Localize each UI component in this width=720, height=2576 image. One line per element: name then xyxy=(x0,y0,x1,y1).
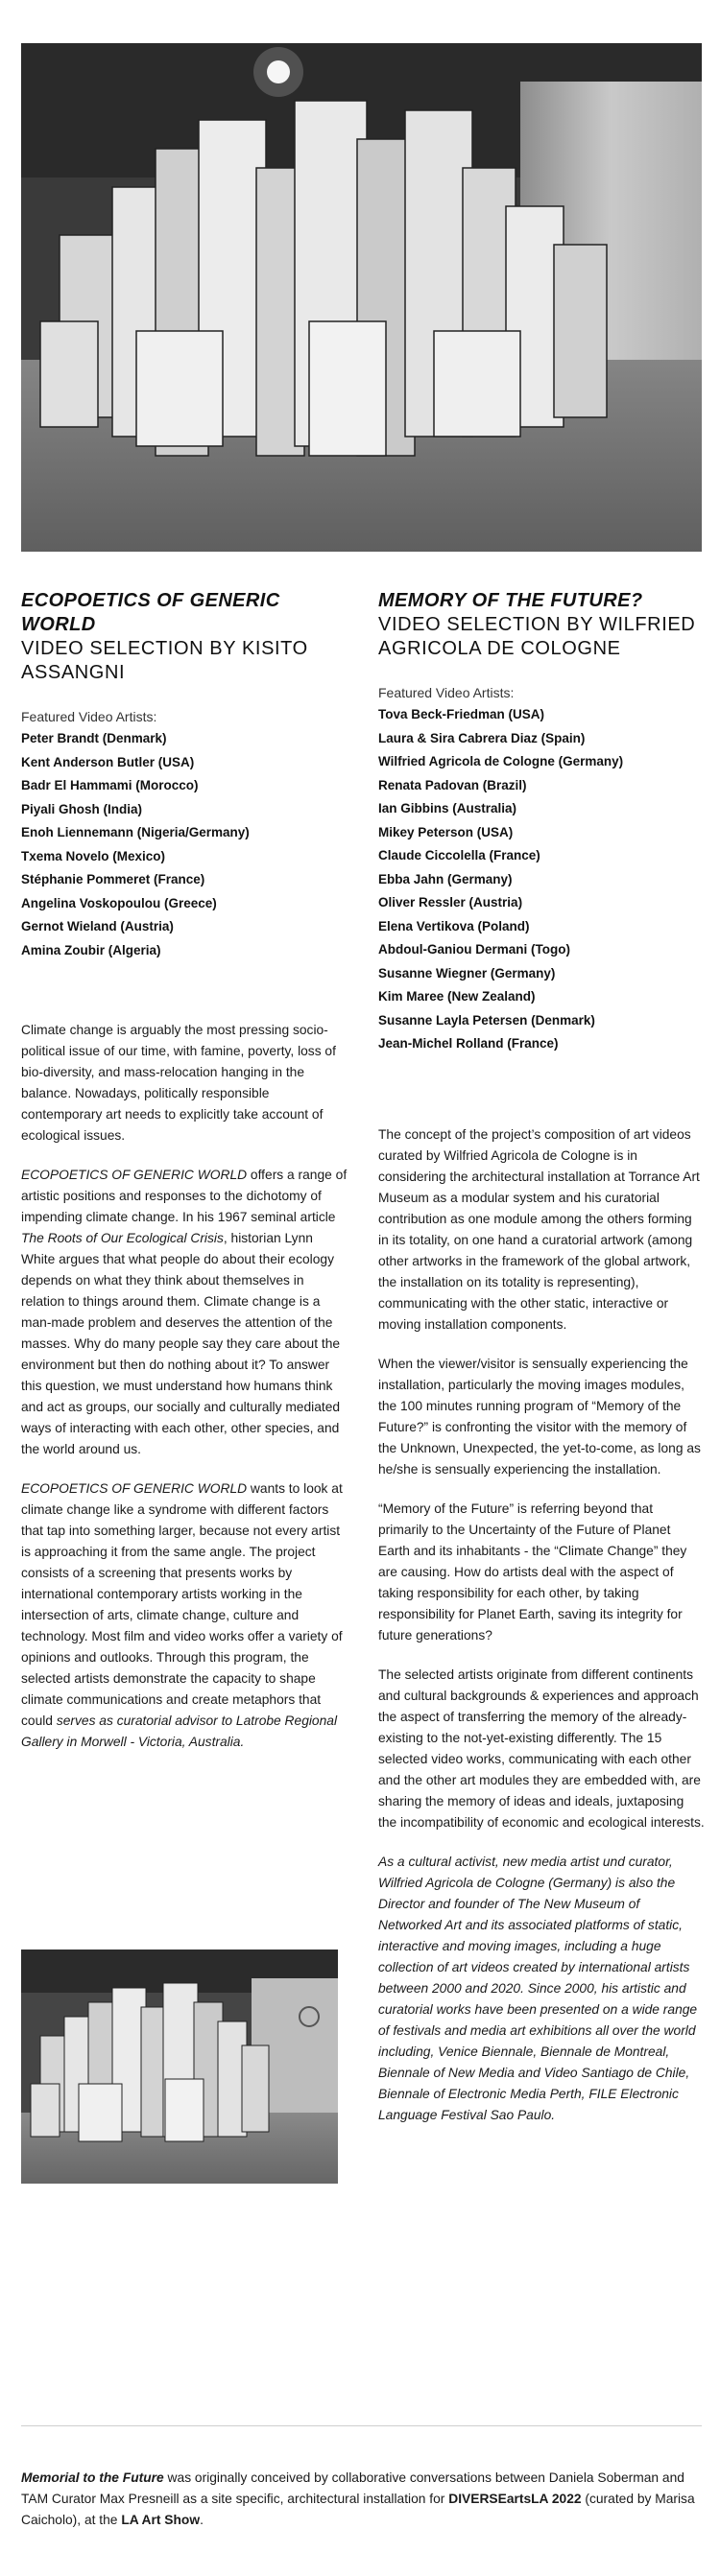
right-paragraph-5-bio: As a cultural activist, new media artist und curator, Wilfried Agricola de Cologne (Germany) is also the Director and founder of The New Museum of Networked Art and its associated platforms of static, interactive and moving images, including a huge collection of art videos created by international artists between 2000 and 2020. Since 2000, his artistic and curatorial works have been presented on a wide range of festivals and media art exhibitions all over the world including, Venice Biennale, Biennale de Montreal, Biennale of New Media and Video Santiago de Chile, Biennale of Electronic Media Perth, FILE Electronic Language Festival Sao Paulo. xyxy=(378,1855,698,2122)
artist-item: Jean-Michel Rolland (France) xyxy=(378,1036,559,1051)
credit-text-c: (curated by Marisa Caicholo), at the xyxy=(21,2492,695,2527)
artist-item: Claude Ciccolella (France) xyxy=(378,848,540,863)
artist-item: Amina Zoubir (Algeria) xyxy=(21,942,161,957)
left-section-title: ECOPOETICS OF GENERIC WORLD xyxy=(21,590,280,635)
installation-illustration xyxy=(21,43,702,552)
artist-item: Abdoul-Ganiou Dermani (Togo) xyxy=(378,942,570,957)
artist-item: Susanne Wiegner (Germany) xyxy=(378,965,556,981)
right-paragraph-1: The concept of the project’s composition of art videos curated by Wilfried Agricola de Cologne is in considering the architectural installation at Torrance Art Museum as a modular system and his curatorial contribution as one module among the others forming in its totality, on one hand a curatorial artwork (among other artworks in the framework of the global artwork, the installation on its totality is representing), communicating with the other static, interactive or moving installation components. xyxy=(378,1127,700,1332)
artist-item: Elena Vertikova (Poland) xyxy=(378,918,530,934)
artist-item: Enoh Liennemann (Nigeria/Germany) xyxy=(21,825,250,839)
artist-item: Susanne Layla Petersen (Denmark) xyxy=(378,1012,595,1028)
artist-item: Txema Novelo (Mexico) xyxy=(21,848,166,863)
left-p3-text-a: wants to look at climate change like a syndrome with different factors that tap into something larger, because not every artist is approaching it from the same angle. The project consists of a screening that presents works by international contemporary artists working in the intersection of arts, climate change, culture and technology. Most film and video works offer a variety of opinions and outlooks. Through this program, the selected artists demonstrate the capacity to shape climate communications and create metaphors that could xyxy=(21,1481,343,1728)
artist-item: Badr El Hammami (Morocco) xyxy=(21,778,199,792)
credit-project-name: Memorial to the Future xyxy=(21,2470,164,2485)
right-featured-label: Featured Video Artists: xyxy=(378,685,515,700)
right-paragraph-3: “Memory of the Future” is referring beyond that primarily to the Uncertainty of the Future of Planet Earth and its inhabitants - the “Climate Change” they are causing. How do artists deal with the aspect of taking responsibility for each other, by taking responsibility for Planet Earth, saving its integrity for future generations? xyxy=(378,1501,687,1642)
artist-item: Piyali Ghosh (India) xyxy=(21,801,143,816)
right-section-subtitle: VIDEO SELECTION BY WILFRIED AGRICOLA DE COLOGNE xyxy=(378,614,696,659)
credit-text-a: was originally conceived by collaborative conversations between Daniela Soberman and TAM Curator Max Presneill as a site specific, architectural installation for xyxy=(21,2470,684,2506)
artist-item: Angelina Voskopoulou (Greece) xyxy=(21,895,217,910)
left-p2-text-a: offers a range of artistic positions and responses to the dichotomy of impending climate change. In his 1967 seminal article xyxy=(21,1168,348,1224)
left-p3-em: ECOPOETICS OF GENERIC WORLD xyxy=(21,1481,248,1496)
right-body-text xyxy=(378,1124,705,2144)
artist-item: Gernot Wieland (Austria) xyxy=(21,919,174,934)
left-paragraph-2 xyxy=(21,1165,349,1460)
left-p3-em2: serves as curatorial advisor to Latrobe Regional Gallery in Morwell - Victoria, Australia. xyxy=(21,1713,338,1749)
right-section xyxy=(378,589,705,1056)
credit-event-name: DIVERSEartsLA 2022 xyxy=(448,2492,582,2506)
left-p2-em: ECOPOETICS OF GENERIC WORLD xyxy=(21,1168,248,1182)
credit-note xyxy=(21,2468,702,2531)
artist-item: Wilfried Agricola de Cologne (Germany) xyxy=(378,754,624,768)
left-section xyxy=(21,589,349,962)
right-paragraph-4: The selected artists originate from different continents and cultural backgrounds & experiences and approach the aspect of transferring the memory of the already-existing to the not-yet-existing differently. The 15 selected video works, communicating with each other and the other art modules they are embedded with, are sharing the memory of ideas and ideals, juxtaposing the incompatibility of economic and ecological interests. xyxy=(378,1667,705,1830)
right-artist-list xyxy=(378,703,705,1056)
left-paragraph-3 xyxy=(21,1478,349,1753)
artist-item: Oliver Ressler (Austria) xyxy=(378,895,523,910)
artist-item: Stéphanie Pommeret (France) xyxy=(21,872,205,886)
artist-item: Renata Padovan (Brazil) xyxy=(378,777,527,792)
right-paragraph-2: When the viewer/visitor is sensually experiencing the installation, particularly the moving images modules, the 100 minutes running program of “Memory of the Future?” is confronting the visitor with the memory of the Unknown, Unexpected, the yet-to-come, as long as he/she is sensually experiencing the installation. xyxy=(378,1357,701,1477)
left-featured-label: Featured Video Artists: xyxy=(21,709,157,724)
artist-item: Mikey Peterson (USA) xyxy=(378,824,514,839)
installation-thumbnail-photo xyxy=(21,1950,338,2184)
left-paragraph-1: Climate change is arguably the most pressing socio-political issue of our time, with famine, poverty, loss of bio-diversity, and mass-relocation hanging in the balance. Nowadays, politically responsible contemporary art needs to explicitly take account of ecological issues. xyxy=(21,1023,336,1143)
left-body-text xyxy=(21,1020,349,1771)
section-divider xyxy=(21,2425,702,2426)
installation-thumbnail-illustration xyxy=(21,1950,338,2184)
credit-text-d: . xyxy=(200,2513,204,2527)
artist-item: Laura & Sira Cabrera Diaz (Spain) xyxy=(378,730,586,745)
artist-item: Ebba Jahn (Germany) xyxy=(378,871,513,886)
artist-item: Kent Anderson Butler (USA) xyxy=(21,754,195,769)
right-section-title: MEMORY OF THE FUTURE? xyxy=(378,590,643,611)
left-p2-em2: The Roots of Our Ecological Crisis xyxy=(21,1231,224,1245)
artist-item: Ian Gibbins (Australia) xyxy=(378,801,517,815)
credit-venue-name: LA Art Show xyxy=(121,2513,201,2527)
artist-item: Kim Maree (New Zealand) xyxy=(378,989,536,1004)
artist-item: Peter Brandt (Denmark) xyxy=(21,731,167,745)
left-section-subtitle: VIDEO SELECTION BY KISITO ASSANGNI xyxy=(21,638,308,683)
left-artist-list xyxy=(21,727,349,962)
hero-installation-photo xyxy=(21,43,702,552)
left-p2-text-b: , historian Lynn White argues that what people do about their ecology depends on what they think about themselves in relation to things around them. Climate change is a man-made problem and deserves the attention of the masses. Why do many people say they care about the environment but then do nothing about it? To answer this question, we must understand how humans think and act as groups, our socially and culturally mediated ways of interacting with each other, other species, and the world around us. xyxy=(21,1231,341,1456)
artist-item: Tova Beck-Friedman (USA) xyxy=(378,707,545,721)
